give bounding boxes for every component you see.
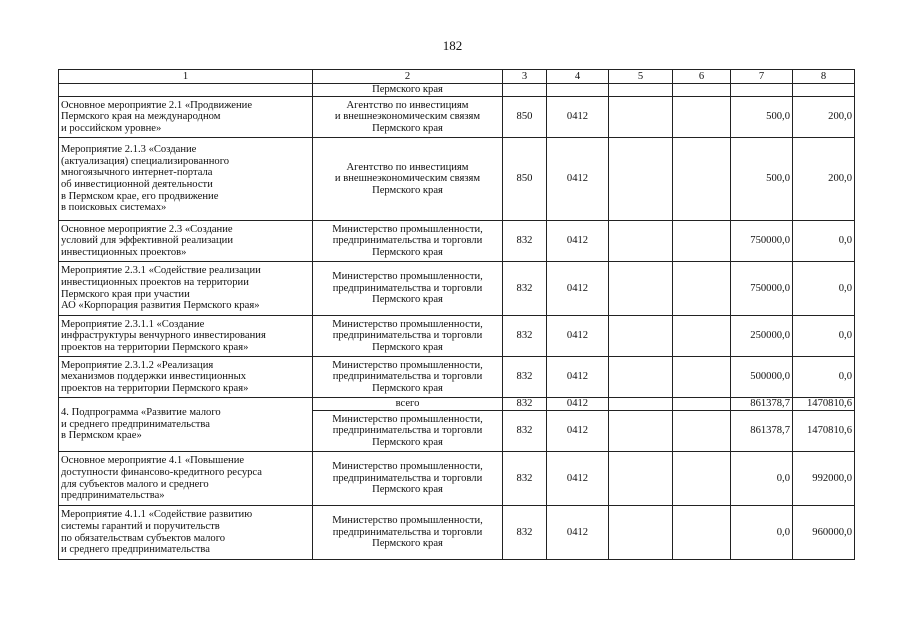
expense-type-cell bbox=[673, 452, 731, 506]
name-line: и российском уровне» bbox=[61, 122, 162, 134]
executor-cell: Министерство промышленности, предпринимательства и торговли Пермского края bbox=[313, 262, 503, 316]
target-item-cell bbox=[609, 452, 673, 506]
executor-cell: всего bbox=[313, 398, 503, 411]
expense-type-cell bbox=[673, 221, 731, 262]
section-code-cell: 0412 bbox=[547, 398, 609, 411]
name-line: проектов на территории Пермского края» bbox=[61, 382, 249, 394]
executor-cell: Министерство промышленности, предпринимательства и торговли Пермского края bbox=[313, 506, 503, 560]
name-line: проектов на территории Пермского края» bbox=[61, 341, 249, 353]
name-cell bbox=[59, 452, 313, 506]
name-line: Пермского края при участии bbox=[61, 288, 190, 300]
amount-col7-cell: 750000,0 bbox=[731, 221, 793, 262]
column-header: 3 bbox=[503, 70, 547, 84]
section-code-cell: 0412 bbox=[547, 138, 609, 221]
section-code-cell: 0412 bbox=[547, 97, 609, 138]
section-code-cell: 0412 bbox=[547, 506, 609, 560]
amount-col8-cell: 0,0 bbox=[793, 316, 855, 357]
amount-col7-cell: 500000,0 bbox=[731, 357, 793, 398]
continuation-row bbox=[59, 84, 855, 97]
column-header: 8 bbox=[793, 70, 855, 84]
amount-col8-cell: 992000,0 bbox=[793, 452, 855, 506]
amount-col8-cell: 200,0 bbox=[793, 97, 855, 138]
page-number: 182 bbox=[442, 38, 463, 53]
expense-type-cell bbox=[673, 506, 731, 560]
section-code-cell: 0412 bbox=[547, 221, 609, 262]
target-item-cell bbox=[609, 316, 673, 357]
name-line: для субъектов малого и среднего bbox=[61, 478, 209, 490]
column-header: 1 bbox=[59, 70, 313, 84]
expense-type-cell bbox=[673, 138, 731, 221]
admin-code-cell: 850 bbox=[503, 138, 547, 221]
name-line: инвестиционных проектов» bbox=[61, 246, 187, 258]
column-header: 5 bbox=[609, 70, 673, 84]
name-line: Мероприятие 2.1.3 «Создание bbox=[61, 144, 197, 156]
column-header: 2 bbox=[313, 70, 503, 84]
name-line: АО «Корпорация развития Пермского края» bbox=[61, 300, 260, 312]
name-line: в поисковых системах» bbox=[61, 202, 167, 214]
expense-type-cell bbox=[673, 398, 731, 411]
section-code-cell: 0412 bbox=[547, 411, 609, 452]
expense-type-cell bbox=[673, 411, 731, 452]
executor-cell: Агентство по инвестициям и внешнеэкономическим связям Пермского края bbox=[313, 97, 503, 138]
section-code-cell: 0412 bbox=[547, 262, 609, 316]
budget-table bbox=[58, 69, 855, 560]
name-cell bbox=[59, 84, 313, 97]
name-line: Мероприятие 4.1.1 «Содействие развитию bbox=[61, 509, 253, 521]
name-line: и среднего предпринимательства bbox=[61, 544, 210, 556]
admin-code-cell: 832 bbox=[503, 221, 547, 262]
target-item-cell bbox=[609, 398, 673, 411]
amount-col7-cell: 0,0 bbox=[731, 452, 793, 506]
amount-col8-cell: 0,0 bbox=[793, 357, 855, 398]
name-cell bbox=[59, 316, 313, 357]
admin-code-cell: 832 bbox=[503, 452, 547, 506]
executor-cell: Министерство промышленности, предпринимательства и торговли Пермского края bbox=[313, 452, 503, 506]
amount-col7-cell: 750000,0 bbox=[731, 262, 793, 316]
name-line: (актуализация) специализированного bbox=[61, 155, 230, 167]
name-line: инфраструктуры венчурного инвестирования bbox=[61, 330, 266, 342]
target-item-cell bbox=[609, 138, 673, 221]
name-line: механизмов поддержки инвестиционных bbox=[61, 371, 247, 383]
name-cell bbox=[59, 97, 313, 138]
name-line: инвестиционных проектов на территории bbox=[61, 276, 249, 288]
amount-col8-cell: 960000,0 bbox=[793, 506, 855, 560]
amount-col8-cell: 0,0 bbox=[793, 221, 855, 262]
subprogram-total-row bbox=[59, 398, 855, 411]
executor-cell: Пермского края bbox=[313, 84, 503, 97]
admin-code-cell: 832 bbox=[503, 316, 547, 357]
target-item-cell bbox=[609, 411, 673, 452]
table-row bbox=[59, 262, 855, 316]
name-line: в Пермском крае» bbox=[61, 430, 142, 442]
name-cell bbox=[59, 506, 313, 560]
section-code-cell: 0412 bbox=[547, 452, 609, 506]
table-row bbox=[59, 506, 855, 560]
amount-col8-cell: 200,0 bbox=[793, 138, 855, 221]
admin-code-cell: 832 bbox=[503, 411, 547, 452]
expense-type-cell bbox=[673, 316, 731, 357]
amount-col8-cell: 0,0 bbox=[793, 262, 855, 316]
table-row bbox=[59, 138, 855, 221]
target-item-cell bbox=[609, 506, 673, 560]
name-line: Основное мероприятие 2.3 «Создание bbox=[61, 223, 233, 235]
name-cell bbox=[59, 138, 313, 221]
name-line: и среднего предпринимательства bbox=[61, 418, 210, 430]
column-header: 4 bbox=[547, 70, 609, 84]
target-item-cell bbox=[609, 262, 673, 316]
table-row bbox=[59, 97, 855, 138]
name-line: об инвестиционной деятельности bbox=[61, 179, 213, 190]
name-cell bbox=[59, 221, 313, 262]
expense-type-cell bbox=[673, 262, 731, 316]
table-row bbox=[59, 221, 855, 262]
admin-code-cell: 832 bbox=[503, 506, 547, 560]
name-cell bbox=[59, 357, 313, 398]
name-line: Мероприятие 2.3.1 «Содействие реализации bbox=[61, 265, 261, 277]
name-line: условий для эффективной реализации bbox=[61, 235, 233, 247]
amount-col7-cell: 861378,7 bbox=[731, 411, 793, 452]
name-line: Основное мероприятие 4.1 «Повышение bbox=[61, 455, 245, 467]
amount-col7-cell: 861378,7 bbox=[731, 398, 793, 411]
target-item-cell bbox=[609, 97, 673, 138]
name-line: 4. Подпрограмма «Развитие малого bbox=[61, 407, 221, 419]
expense-type-cell bbox=[673, 357, 731, 398]
table-row bbox=[59, 316, 855, 357]
executor-cell: Министерство промышленности, предпринимательства и торговли Пермского края bbox=[313, 357, 503, 398]
name-line: в Пермском крае, его продвижение bbox=[61, 190, 219, 202]
amount-col7-cell: 500,0 bbox=[731, 97, 793, 138]
admin-code-cell: 832 bbox=[503, 398, 547, 411]
name-line: Основное мероприятие 2.1 «Продвижение bbox=[61, 99, 253, 111]
column-header: 7 bbox=[731, 70, 793, 84]
admin-code-cell: 832 bbox=[503, 357, 547, 398]
expense-type-cell bbox=[673, 97, 731, 138]
admin-code-cell: 850 bbox=[503, 97, 547, 138]
amount-col7-cell: 250000,0 bbox=[731, 316, 793, 357]
admin-code-cell: 832 bbox=[503, 262, 547, 316]
subprogram-name-cell bbox=[59, 398, 313, 452]
name-cell bbox=[59, 262, 313, 316]
amount-col7-cell: 0,0 bbox=[731, 506, 793, 560]
executor-cell: Агентство по инвестициям и внешнеэкономическим связям Пермского края bbox=[313, 138, 503, 221]
section-code-cell: 0412 bbox=[547, 316, 609, 357]
name-line: Мероприятие 2.3.1.1 «Создание bbox=[61, 318, 205, 330]
amount-col8-cell: 1470810,6 bbox=[793, 398, 855, 411]
column-header: 6 bbox=[673, 70, 731, 84]
executor-cell: Министерство промышленности, предпринимательства и торговли Пермского края bbox=[313, 411, 503, 452]
name-line: Мероприятие 2.3.1.2 «Реализация bbox=[61, 359, 214, 371]
target-item-cell bbox=[609, 221, 673, 262]
name-line: предпринимательства» bbox=[61, 490, 165, 502]
table-row bbox=[59, 357, 855, 398]
name-line: по обязательствам субъектов малого bbox=[61, 532, 226, 544]
name-line: Пермского края на международном bbox=[61, 111, 221, 123]
executor-cell: Министерство промышленности, предпринимательства и торговли Пермского края bbox=[313, 316, 503, 357]
section-code-cell: 0412 bbox=[547, 357, 609, 398]
name-line: доступности финансово-кредитного ресурса bbox=[61, 466, 262, 478]
amount-col7-cell: 500,0 bbox=[731, 138, 793, 221]
amount-col8-cell: 1470810,6 bbox=[793, 411, 855, 452]
table-row bbox=[59, 452, 855, 506]
column-number-row bbox=[59, 70, 855, 84]
name-line: многоязычного интернет-портала bbox=[61, 167, 213, 179]
executor-cell: Министерство промышленности, предпринимательства и торговли Пермского края bbox=[313, 221, 503, 262]
target-item-cell bbox=[609, 357, 673, 398]
name-line: системы гарантий и поручительств bbox=[61, 520, 220, 532]
